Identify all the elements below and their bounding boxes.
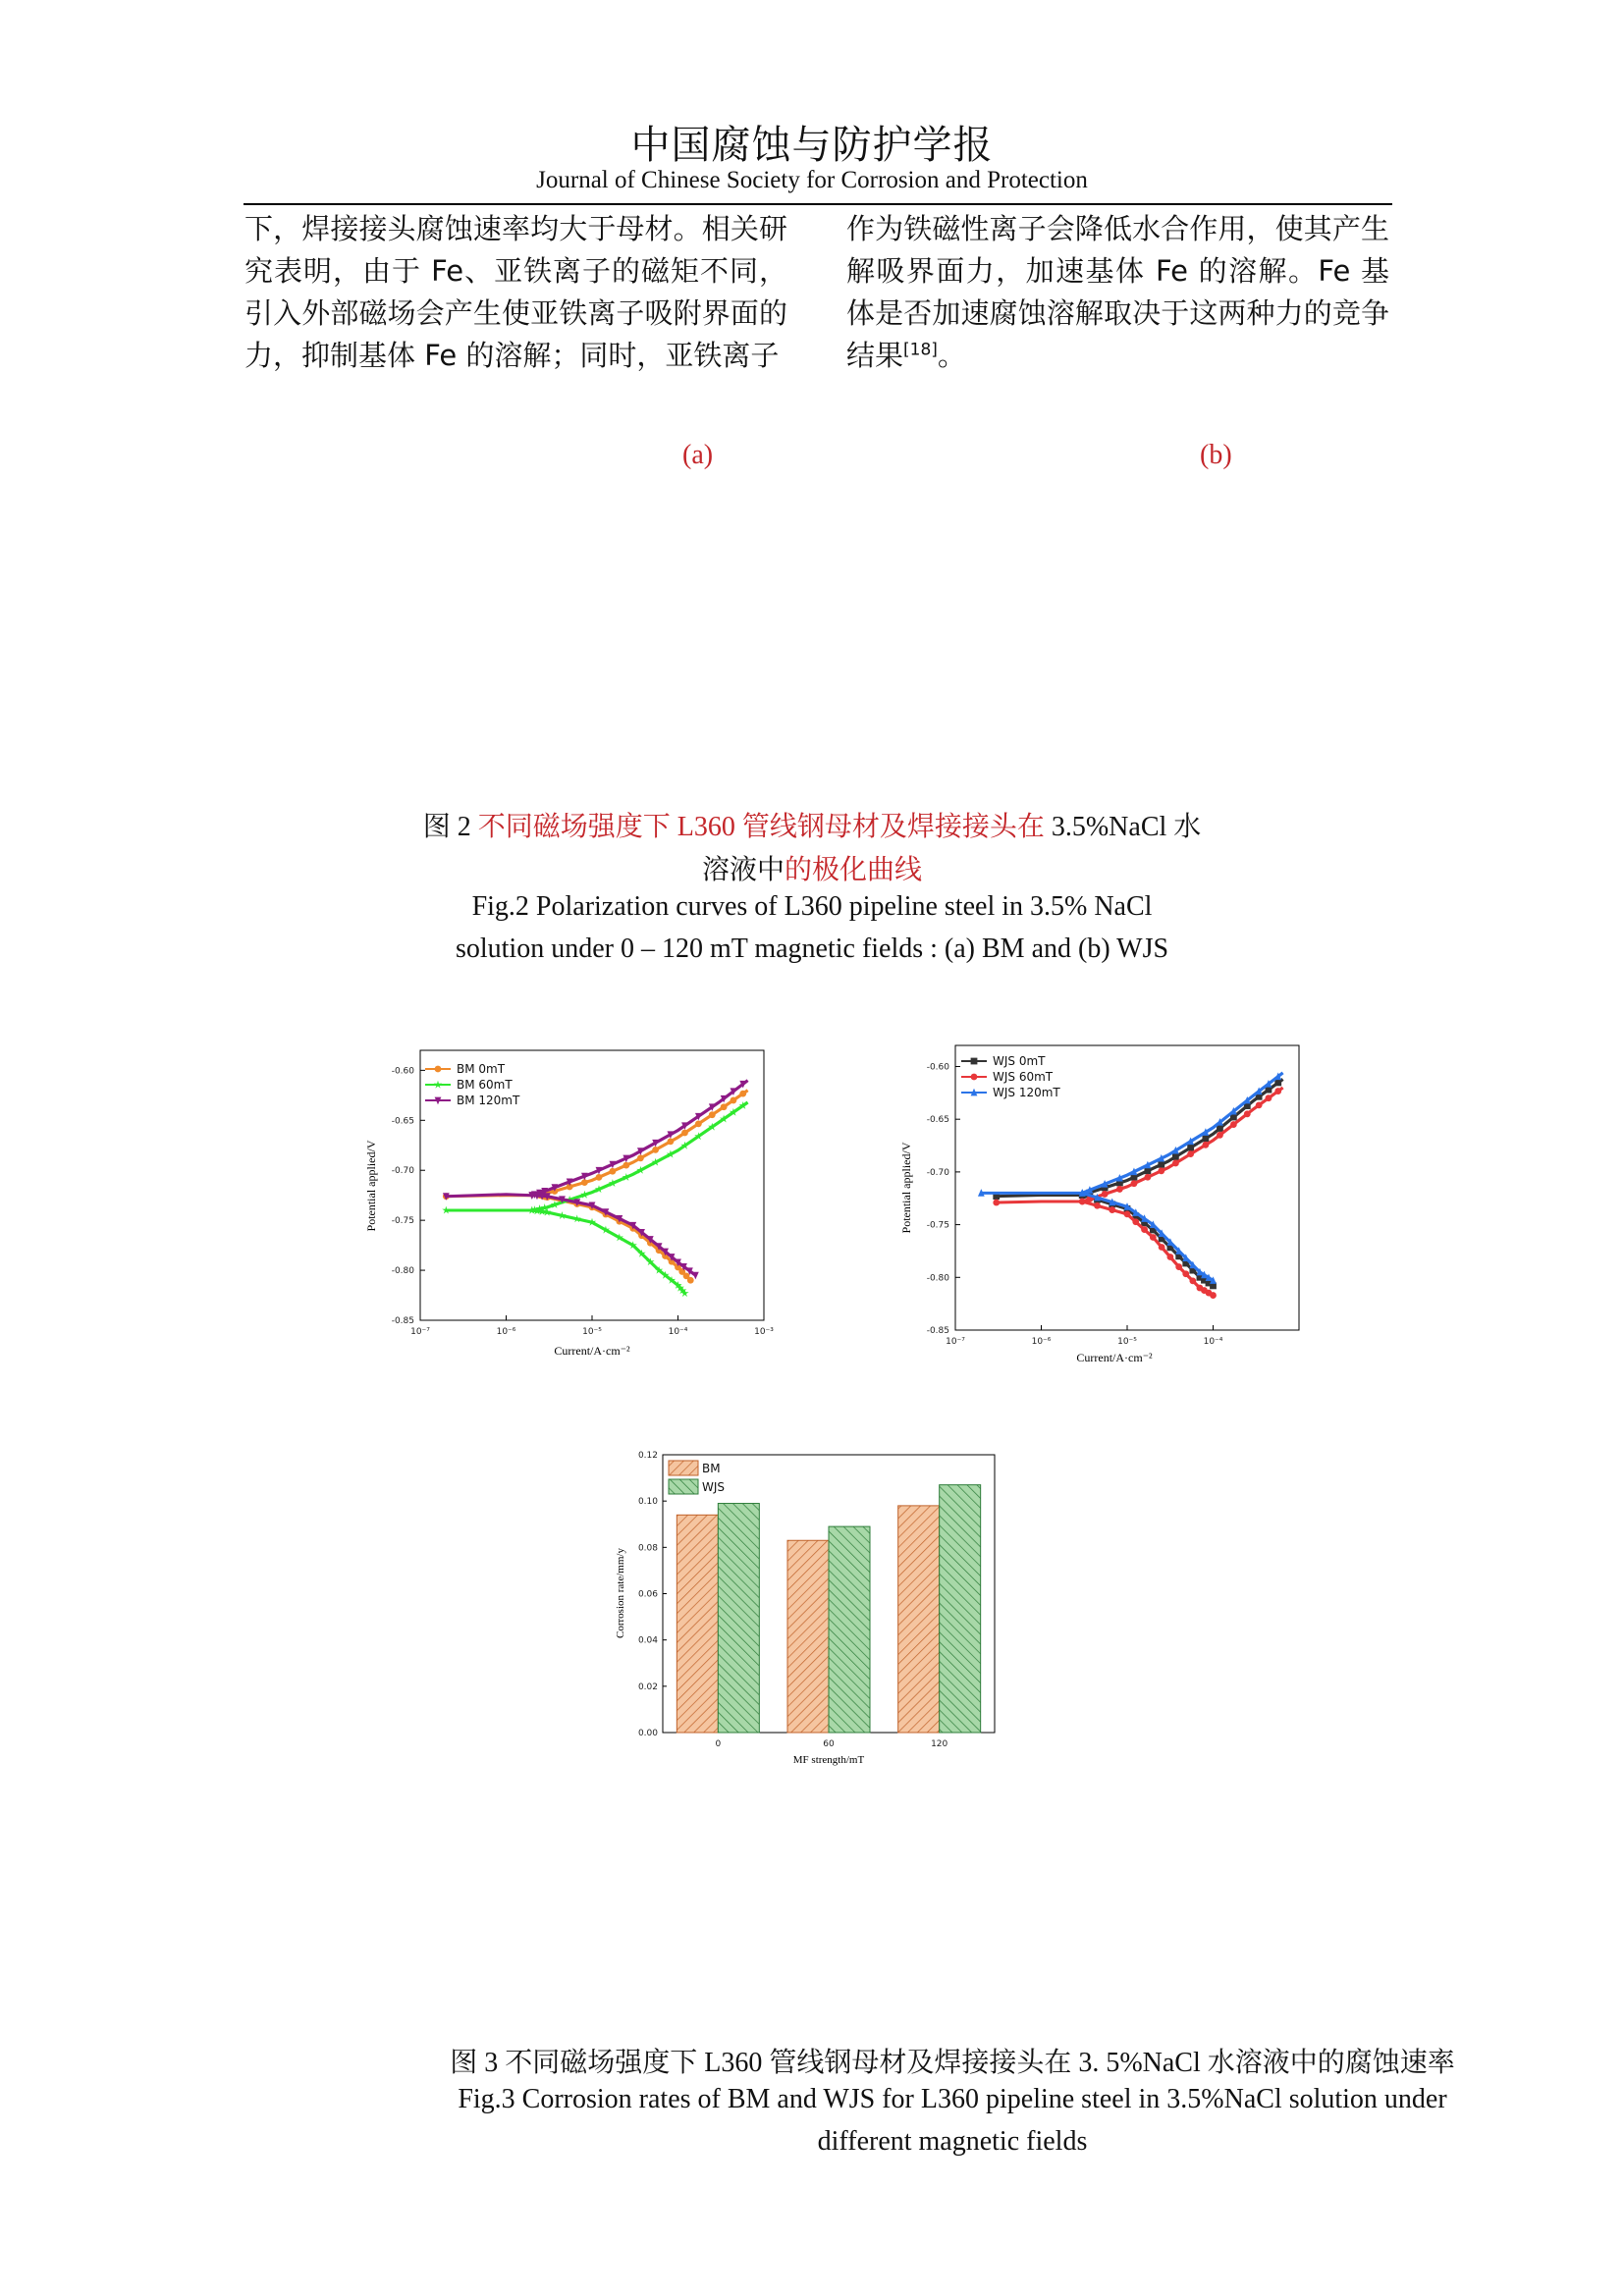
y-tick-label: -0.60 (926, 1062, 949, 1073)
y-tick-label: -0.60 (391, 1066, 414, 1077)
figure3-caption-cn: 图 3 不同磁场强度下 L360 管线钢母材及焊接接头在 3. 5%NaCl 水溶液中的腐蚀速率 (450, 2048, 1455, 2078)
data-point (1132, 1218, 1139, 1225)
data-point (1094, 1202, 1101, 1209)
y-axis-label: Corrosion rate/mm/y (615, 1548, 626, 1638)
subfigure-label-b: (b) (1200, 440, 1232, 470)
data-point (739, 1091, 746, 1097)
x-tick-label: 10⁻⁵ (582, 1327, 602, 1337)
figure2-caption-en-line2: solution under 0 – 120 mT magnetic fields : (a) BM and (b) WJS (455, 934, 1169, 964)
figure2-caption-cn-prefix: 图 2 (422, 812, 478, 842)
data-point (681, 1130, 688, 1137)
data-point (1182, 1270, 1189, 1277)
y-tick-label: -0.80 (926, 1273, 949, 1284)
legend (425, 1062, 520, 1107)
y-tick-label: 0.12 (637, 1451, 658, 1461)
data-point (1187, 1145, 1194, 1151)
data-point (1141, 1226, 1148, 1233)
data-point (1102, 1191, 1109, 1198)
body-text-right-column (846, 208, 1389, 377)
figure3-caption-en-line1: Fig.3 Corrosion rates of BM and WJS for L360 pipeline steel in 3.5%NaCl solution under (458, 2084, 1447, 2114)
bars-group (677, 1485, 980, 1733)
data-point (1159, 1244, 1165, 1251)
data-point (1230, 1121, 1237, 1128)
data-point (1144, 1174, 1151, 1181)
journal-title-en: Journal of Chinese Society for Corrosion and Protection (536, 167, 1088, 193)
x-tick-label: 10⁻⁶ (1031, 1337, 1052, 1347)
x-tick-label: 10⁻⁴ (1203, 1337, 1223, 1347)
y-tick-label: 0.06 (637, 1589, 658, 1600)
bar-bm-60 (787, 1540, 829, 1733)
data-point (709, 1111, 716, 1118)
subfigure-label-a: (a) (682, 440, 714, 470)
data-point (1079, 1199, 1086, 1205)
data-point (1172, 1160, 1179, 1167)
data-point (667, 1138, 674, 1145)
x-tick-label: 10⁻⁴ (668, 1327, 688, 1337)
data-point (721, 1103, 728, 1110)
data-point (1172, 1153, 1179, 1160)
legend (961, 1054, 1060, 1099)
data-point (1189, 1277, 1196, 1284)
series-wjs-0mt (993, 1079, 1282, 1289)
data-point (695, 1120, 702, 1127)
legend-swatch (669, 1461, 698, 1475)
y-tick-label: 0.08 (637, 1543, 658, 1554)
legend-marker (971, 1058, 978, 1065)
y-tick-label: -0.65 (926, 1115, 949, 1126)
y-tick-label: -0.65 (391, 1116, 414, 1127)
y-tick-label: -0.85 (926, 1326, 949, 1336)
series-bm-60mt (442, 1101, 747, 1297)
x-tick-label: 0 (715, 1739, 722, 1749)
legend-label: WJS 0mT (993, 1054, 1046, 1068)
curve-anodic (1082, 1073, 1282, 1194)
bar-wjs-60 (829, 1526, 870, 1733)
data-point (1131, 1180, 1138, 1187)
data-point (1158, 1161, 1164, 1168)
legend-label: BM (702, 1462, 721, 1475)
x-tick-label: 60 (823, 1739, 835, 1749)
data-point (1109, 1206, 1115, 1213)
legend-label: BM 60mT (457, 1078, 513, 1092)
data-point (1124, 1210, 1131, 1217)
series-group (978, 1072, 1283, 1298)
data-point (637, 1154, 644, 1161)
legend (669, 1461, 725, 1494)
reference-citation: [18] (903, 340, 938, 360)
legend-label: WJS 120mT (993, 1086, 1060, 1099)
axis-ticks (927, 1062, 1223, 1347)
body-text-right-end: 。 (937, 339, 966, 372)
journal-title-cn: 中国腐蚀与防护学报 (630, 123, 994, 168)
data-point (1266, 1095, 1272, 1101)
data-point (1217, 1132, 1223, 1139)
data-point (609, 1168, 616, 1175)
axis-ticks (392, 1066, 775, 1337)
bar-wjs-0 (718, 1504, 759, 1733)
y-tick-label: -0.80 (391, 1266, 414, 1277)
curve-cathodic (540, 1196, 690, 1281)
x-tick-label: 10⁻⁷ (410, 1327, 430, 1337)
x-axis-label: MF strength/mT (792, 1754, 865, 1766)
x-tick-label: 10⁻⁵ (1117, 1337, 1137, 1347)
y-tick-label: 0.10 (637, 1497, 658, 1508)
curve-baseline (997, 1196, 1082, 1197)
y-axis-label: Potential applied/V (899, 1142, 913, 1234)
data-point (1256, 1101, 1263, 1108)
header-rule (244, 203, 1392, 205)
figure2-caption-cn-line2 (0, 848, 1624, 887)
data-point (731, 1097, 737, 1104)
x-axis-label: Current/A·cm⁻² (554, 1344, 630, 1358)
data-point (1244, 1110, 1251, 1117)
data-point (1202, 1142, 1209, 1148)
y-tick-label: 0.02 (637, 1682, 658, 1692)
data-point (1202, 1135, 1209, 1142)
x-tick-label: 120 (931, 1739, 948, 1749)
series-bm-0mt (443, 1091, 748, 1284)
data-point (1158, 1167, 1164, 1174)
body-text-right-main: 作为铁磁性离子会降低水合作用，使其产生解吸界面力，加速基体 Fe 的溶解。Fe 基体是否加速腐蚀溶解取决于这两种力的竞争结果 (846, 212, 1389, 372)
data-point (1274, 1088, 1281, 1095)
figure2-caption-cn-red2: 的极化曲线 (785, 855, 923, 885)
legend-swatch (669, 1479, 698, 1494)
body-text-left-column: 下，焊接接头腐蚀速率均大于母材。相关研究表明，由于 Fe、亚铁离子的磁矩不同，引入外部磁场会产生使亚铁离子吸附界面的力，抑制基体 Fe 的溶解；同时，亚铁离子 (244, 212, 787, 372)
series-group (442, 1081, 747, 1298)
data-point (652, 1147, 659, 1153)
data-point (1144, 1167, 1151, 1174)
bar-bm-120 (898, 1506, 940, 1733)
corrosion-rate-bar-chart (604, 1443, 1016, 1777)
legend-label: BM 0mT (457, 1062, 506, 1076)
data-point (687, 1277, 694, 1284)
figure2-caption-cn-black1: 3.5%NaCl 水 (1051, 812, 1202, 842)
data-point (993, 1200, 1000, 1206)
figure2-caption-cn-black2: 溶液中 (701, 855, 785, 885)
legend-label: WJS 60mT (993, 1070, 1054, 1084)
data-point (1116, 1186, 1123, 1193)
figure2-caption-cn-line1 (0, 805, 1624, 844)
curve-baseline (446, 1195, 532, 1197)
y-tick-label: -0.75 (391, 1216, 414, 1227)
y-tick-label: 0.00 (637, 1729, 658, 1738)
figure3-caption-en-line2: different magnetic fields (817, 2126, 1088, 2157)
data-point (1187, 1150, 1194, 1157)
data-point (1150, 1234, 1157, 1241)
bar-wjs-120 (940, 1485, 981, 1733)
y-tick-label: 0.04 (637, 1635, 658, 1646)
y-tick-label: -0.70 (391, 1166, 414, 1177)
x-tick-label: 10⁻⁷ (946, 1337, 965, 1347)
figure2-caption-en-line1: Fig.2 Polarization curves of L360 pipeline steel in 3.5% NaCl (471, 891, 1153, 922)
x-axis-label: Current/A·cm⁻² (1076, 1351, 1153, 1364)
x-tick-label: 10⁻⁶ (496, 1327, 516, 1337)
legend-label: WJS (702, 1480, 726, 1494)
polarization-chart-wjs (889, 1026, 1321, 1369)
curve-anodic (532, 1081, 748, 1196)
data-point (623, 1162, 629, 1169)
data-point (1274, 1080, 1281, 1087)
x-tick-label: 10⁻³ (754, 1327, 774, 1337)
data-point (596, 1174, 603, 1181)
curve-baseline (997, 1201, 1082, 1202)
legend-label: BM 120mT (457, 1094, 520, 1107)
figure2-caption-cn-red1: 不同磁场强度下 L360 管线钢母材及焊接接头在 (477, 812, 1052, 842)
y-tick-label: -0.75 (926, 1220, 949, 1231)
legend-marker (971, 1074, 978, 1081)
data-point (1210, 1292, 1217, 1299)
legend-marker (435, 1066, 442, 1073)
y-tick-label: -0.70 (926, 1167, 949, 1178)
data-point (1175, 1263, 1182, 1270)
polarization-chart-bm (353, 1031, 785, 1369)
data-point (1167, 1254, 1174, 1260)
y-tick-label: -0.85 (391, 1316, 414, 1326)
y-axis-label: Potential applied/V (364, 1140, 378, 1232)
bar-bm-0 (677, 1515, 718, 1733)
